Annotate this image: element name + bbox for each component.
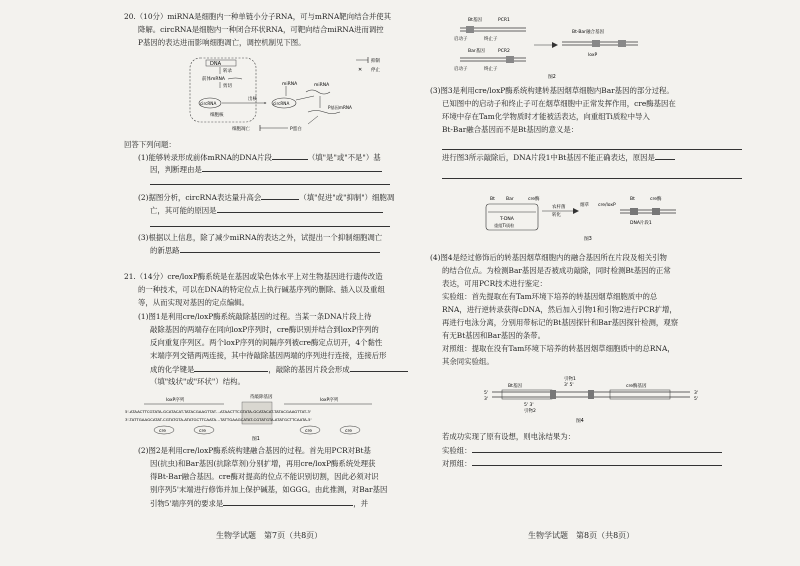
q20-line-2: 降解。circRNA是细胞内一种闭合环状RNA，可靶向结合miRNA进而调控: [138, 25, 384, 34]
q4-line-4: 实验组：首先提取在有Tam环境下培养的转基因烟草细胞质中的总: [442, 292, 658, 301]
svg-text:抑制: 抑制: [371, 59, 380, 64]
q4-exp-line: 实验组：: [442, 445, 722, 456]
q4-line-1: (4)图4是经过修饰后的转基因烟草细胞内的融合基因所在片段及相关引物: [430, 253, 667, 262]
svg-text:细胞凋亡: 细胞凋亡: [232, 127, 250, 132]
fig1-caption: 图1: [252, 437, 260, 442]
q21-sub1-line-3: 反向重复序列区。两个loxP序列的间隔序列被cre酶定点切开，4个黏性: [150, 338, 383, 347]
q20-sub3: (3)根据以上信息，除了减少miRNA的表达之外，试提出一个抑制细胞凋亡: [138, 233, 383, 242]
svg-text:出核: 出核: [248, 97, 257, 102]
q20-sub2: (2)据图分析，circRNA表达量升高会 （填"促进"或"抑制"）细胞凋: [138, 193, 395, 202]
svg-text:PCR1: PCR1: [498, 18, 510, 23]
figure-2: [448, 12, 668, 82]
svg-text:细胞核: 细胞核: [210, 113, 224, 118]
svg-text:启动子: 启动子: [454, 67, 468, 72]
q3-line-1: (3)图3是利用cre/loxP酶系统构建转基因烟草细胞内Bar基因的部分过程。: [430, 86, 674, 95]
answer-blank[interactable]: [194, 364, 268, 372]
svg-text:P基因mRNA: P基因mRNA: [328, 105, 352, 110]
svg-text:终止子: 终止子: [484, 37, 498, 42]
svg-text:circRNA: circRNA: [273, 101, 290, 106]
svg-text:重组Ti质粒: 重组Ti质粒: [494, 223, 515, 228]
svg-text:cre: cre: [305, 429, 312, 434]
answer-blank[interactable]: [202, 164, 382, 172]
q21-sub1-line-6: （填"线状"或"环状"）结构。: [150, 377, 245, 386]
precursor-label: 前体mRNA: [202, 77, 225, 82]
svg-text:Bt基因: Bt基因: [508, 384, 522, 389]
q20-line-1: 20.（10分）miRNA是细胞内一种单链小分子RNA，可与mRNA靶向结合并使其: [124, 12, 392, 21]
q4-line-3: 表达，可用PCR技术进行鉴定：: [442, 279, 547, 288]
q4-conclusion: 若成功实现了原有设想，则电泳结果为：: [442, 432, 576, 441]
q4-line-7: 有无Bt基因和Bar基因的条带。: [442, 331, 546, 340]
page-7-footer: 生物学试题 第7页（共8页）: [216, 531, 323, 540]
svg-text:转录: 转录: [223, 69, 232, 74]
q21-line-1: 21.（14分）cre/loxP酶系统是在基因或染色体水平上对生物基因进行遗传改造: [124, 272, 383, 281]
q21-line-2: 的一种技术，可以在DNA的特定位点上执行碱基序列的删除、插入以及重组: [138, 285, 385, 294]
answer-blank[interactable]: [180, 245, 380, 253]
answer-line[interactable]: [442, 149, 742, 150]
answer-blank[interactable]: [217, 205, 383, 213]
q4-line-9: 其余同实验组。: [442, 357, 494, 366]
answer-blank[interactable]: [472, 445, 722, 453]
answer-line[interactable]: [150, 226, 390, 227]
svg-text:剪切: 剪切: [223, 84, 232, 89]
q3-line-4: Bt-Bar融合基因而不是Bt基因的意义是：: [442, 125, 579, 134]
figure-4: [480, 372, 720, 428]
q4-ctrl-line: 对照组：: [442, 458, 722, 469]
q3-line-3: 环境中存在Tam化学物质时才能被活表达，向重组Ti质粒中导入: [442, 112, 650, 121]
page-8: [400, 0, 800, 566]
fig1-loxp-right: loxP序列: [320, 398, 339, 403]
svg-text:烟草: 烟草: [580, 203, 589, 208]
fig1-seq-bottom: 3'-TATTGAAGCATAT-CGTATGTA-ATATGCTTCAATA…TATTGAAGCATAT-CGTATGTA-ATATGCTTCAATA-5': [125, 417, 312, 422]
fig1-loxp-left: loxP序列: [166, 398, 185, 403]
svg-text:cre/loxP: cre/loxP: [598, 203, 616, 208]
fig1-target-gene: 待敲除基因: [250, 395, 273, 400]
svg-text:DNA片段1: DNA片段1: [630, 221, 652, 226]
svg-text:5' 3': 5' 3': [524, 403, 534, 408]
svg-text:cre: cre: [199, 429, 206, 434]
q21-line-3: 等，从而实现对基因的定点编辑。: [138, 298, 249, 307]
svg-text:Bt-Bar融合基因: Bt-Bar融合基因: [572, 30, 605, 35]
svg-text:终止子: 终止子: [484, 67, 498, 72]
answer-blank[interactable]: [655, 152, 675, 160]
svg-text:loxP: loxP: [588, 53, 598, 58]
svg-text:✕: ✕: [358, 67, 363, 73]
figure-1: [124, 392, 390, 442]
q21-sub1-line-5: 成的化学键是 ，敲除的基因片段会形成: [150, 364, 408, 375]
q20-mechanism-figure: [188, 52, 388, 136]
answer-blank[interactable]: [272, 152, 308, 160]
q21-sub1-line-2: 敲除基因的两端存在同向loxP序列时，cre酶识别并结合到loxP序列的: [150, 325, 379, 334]
svg-text:转化: 转化: [552, 213, 561, 218]
fig3-caption: 图3: [584, 237, 592, 242]
q21-sub2-line-5: 引物5'端序列的要求是 ，并: [150, 499, 369, 508]
svg-text:circRNA: circRNA: [200, 101, 217, 106]
q4-line-2: 的结合位点。为检测Bar基因是否被成功敲除，同时检测Bt基因的正常: [442, 266, 671, 275]
answer-blank[interactable]: [261, 192, 299, 200]
svg-text:cre酶: cre酶: [528, 197, 540, 202]
fig4-caption: 图4: [576, 419, 584, 424]
svg-text:Bt基因: Bt基因: [468, 18, 482, 23]
q21-sub2-line-1: (2)图2是利用cre/loxP酶系统构建融合基因的过程。首先用PCR对Bt基: [138, 446, 371, 455]
svg-text:cre酶: cre酶: [650, 197, 662, 202]
q21-sub2-line-2: 因(抗虫)和Bar基因(抗除草剂)分别扩增，再用cre/loxP酶系统处理获: [150, 459, 376, 468]
q3-after: 进行图3所示敲除后，DNA片段1中Bt基因不能正确表达，原因是: [442, 152, 675, 163]
q21-sub1-line-1: (1)图1是利用cre/loxP酶系统敲除基因的过程。当某一条DNA片段上待: [138, 312, 372, 321]
svg-text:Bt: Bt: [630, 197, 635, 202]
svg-text:cre: cre: [159, 429, 166, 434]
svg-text:启动子: 启动子: [454, 37, 468, 42]
q21-sub1-line-4: 末端序列交错两两连接，其中待敲除基因两端的序列进行连接，连接后形: [150, 351, 387, 360]
page-8-footer: 生物学试题 第8页（共8页）: [528, 531, 635, 540]
q20-sub1: (1)能够转录形成前体mRNA的DNA片段 （填"是"或"不是"）基: [138, 153, 381, 162]
q4-line-6: 再进行电泳分离，分别用带标记的Bt基因探针和Bar基因探针检测，观察: [442, 318, 679, 327]
answer-blank[interactable]: [472, 458, 722, 466]
q20-answer-prompt: 回答下列问题：: [124, 140, 176, 149]
answer-blank[interactable]: [223, 498, 353, 506]
answer-blank[interactable]: [350, 364, 408, 372]
q20-sub3-cont: 的新思路: [150, 245, 380, 256]
q4-line-5: RNA，进行逆转录获得cDNA，然后加入引物1和引物2进行PCR扩增，: [442, 305, 677, 314]
svg-text:5': 5': [694, 397, 699, 402]
svg-text:Bar基因: Bar基因: [468, 49, 485, 54]
q21-sub2-line-4: 别序列5'末端进行修饰并加上保护碱基，如GGG。由此推测，对Bar基因: [150, 485, 388, 494]
svg-text:PCR2: PCR2: [498, 49, 510, 54]
svg-text:引物2: 引物2: [524, 409, 536, 414]
svg-text:cre酶基因: cre酶基因: [626, 384, 647, 389]
svg-text:Bar: Bar: [506, 197, 514, 202]
svg-text:cre: cre: [345, 429, 352, 434]
q20-sub2-cont: 亡，其可能的原因是: [150, 205, 383, 216]
q20-sub1-cont: 因，判断理由是: [150, 164, 382, 175]
svg-text:5': 5': [484, 391, 489, 396]
answer-line[interactable]: [150, 184, 390, 185]
fig1-seq-top: 5'-ATAACTTCGTATA-GCATACAT-TATACGAAGTTAT…ATAACTTCGTATA-GCATACAT-TATACGAAGTTAT-3': [125, 409, 311, 414]
svg-text:miRNA: miRNA: [282, 82, 298, 87]
svg-text:P蛋白: P蛋白: [290, 127, 302, 132]
svg-text:T-DNA: T-DNA: [500, 217, 514, 222]
svg-text:停止: 停止: [371, 68, 380, 73]
q4-line-8: 对照组：提取在没有Tam环境下培养的转基因烟草细胞质中的总RNA，: [442, 344, 675, 353]
svg-text:3' 5': 3' 5': [564, 383, 574, 388]
svg-text:引物1: 引物1: [564, 377, 576, 382]
svg-text:3': 3': [694, 391, 699, 396]
svg-text:农杆菌: 农杆菌: [552, 205, 566, 210]
svg-text:Bt: Bt: [490, 197, 495, 202]
fig2-caption: 图2: [548, 75, 556, 80]
figure-3: [480, 192, 720, 246]
q20-line-3: P基因的表达进而影响细胞凋亡，调控机制见下图。: [138, 38, 306, 47]
dna-label: DNA: [210, 61, 222, 67]
q21-sub2-line-3: 得Bt-Bar融合基因。cre酶对提高的位点不能识别切割，因此必须对识: [150, 472, 379, 481]
answer-line[interactable]: [442, 178, 742, 179]
svg-text:miRNA: miRNA: [314, 83, 330, 88]
svg-text:3': 3': [484, 397, 489, 402]
q3-line-2: 已知图中的启动子和终止子可在烟草细胞中正常发挥作用，cre酶基因在: [442, 99, 676, 108]
